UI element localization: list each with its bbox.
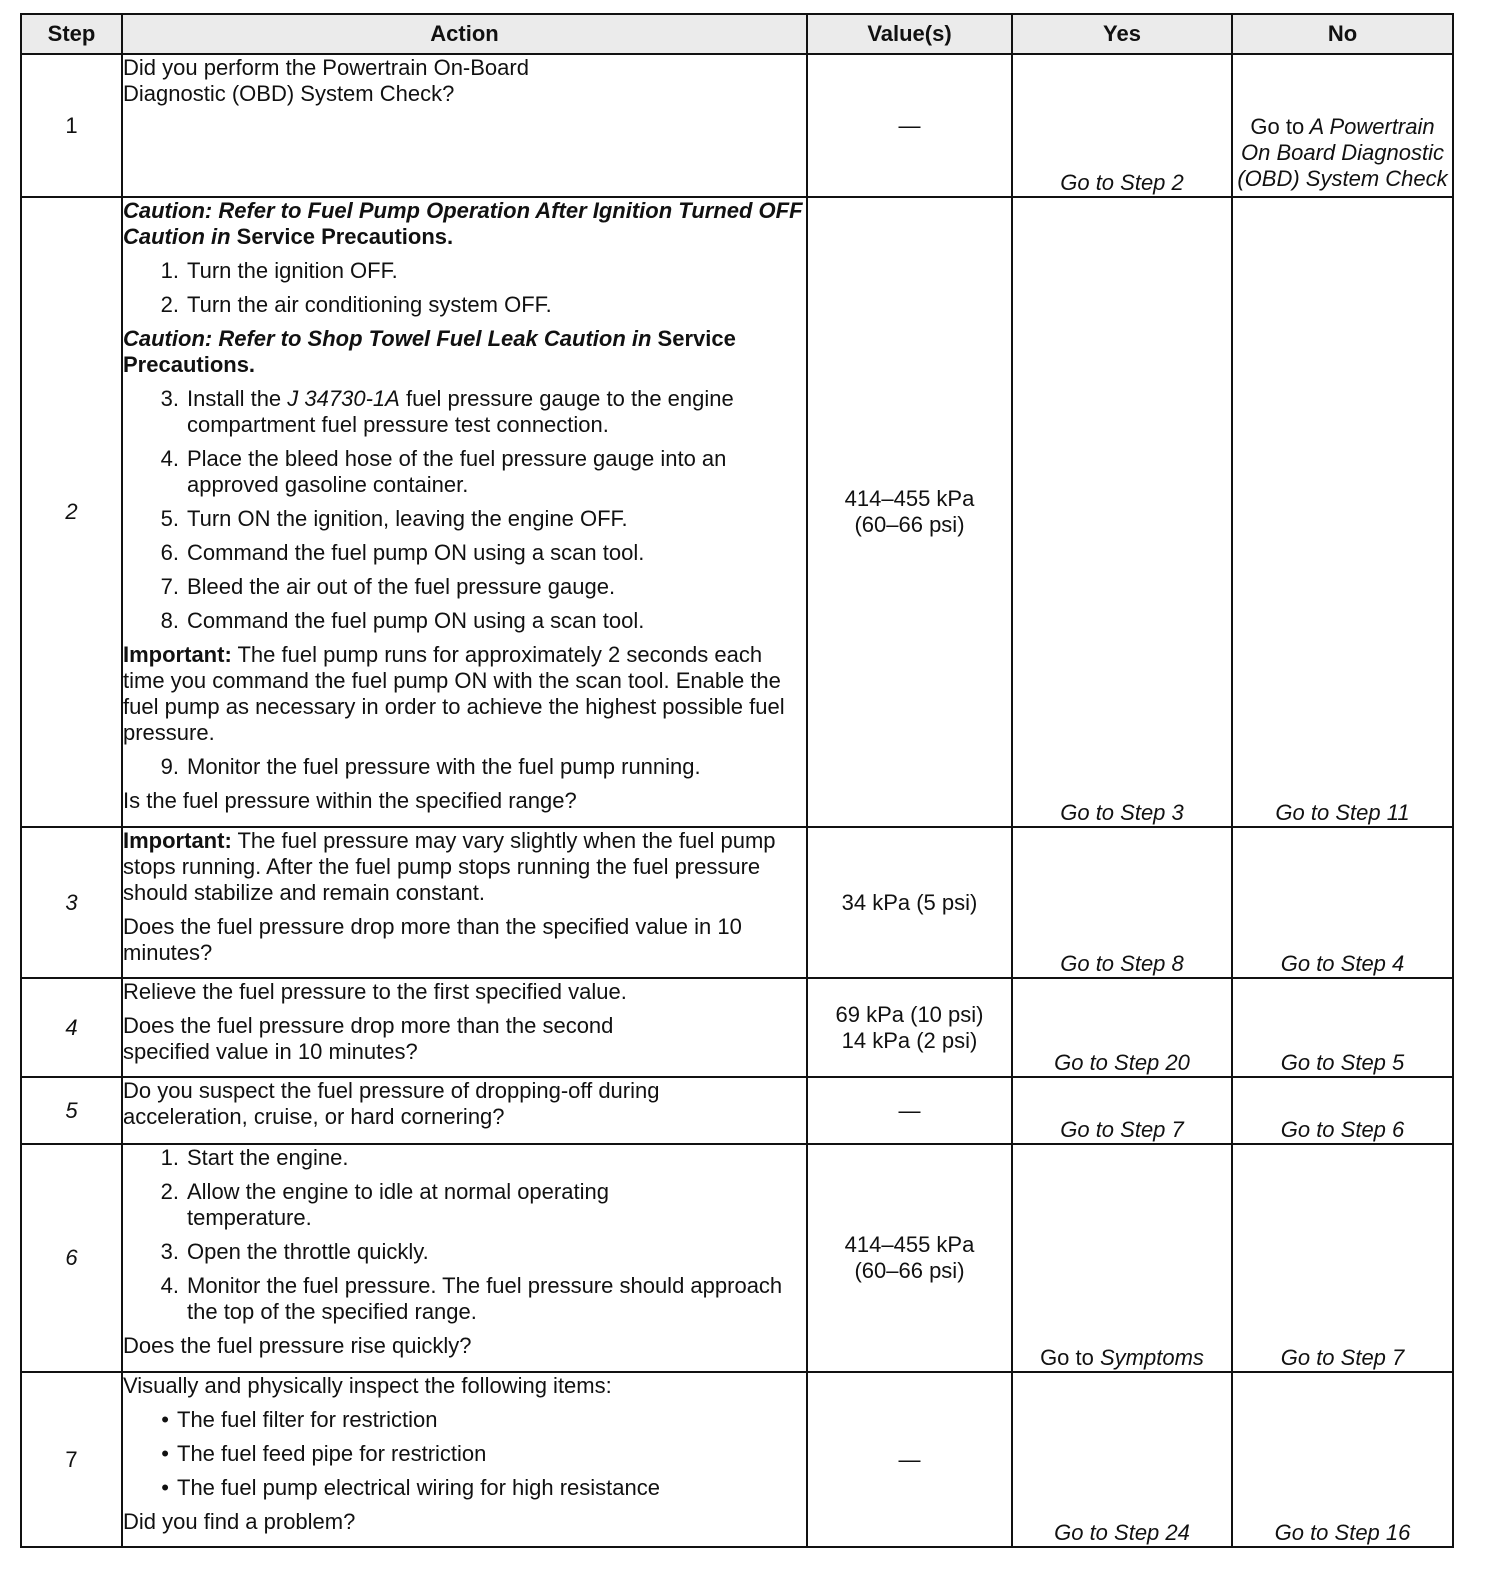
important-label: Important: bbox=[123, 642, 232, 667]
action-question: Does the fuel pressure rise quickly? bbox=[123, 1333, 472, 1358]
important-text: The fuel pressure may vary slightly when the fuel pump stops running. After the fuel pump stops running the fuel pressure should stabilize and remain constant. bbox=[123, 828, 776, 905]
caution-text: Caution: Refer to Shop Towel Fuel Leak Caution in bbox=[123, 326, 652, 351]
no-cell: Go to Step 6 bbox=[1232, 1077, 1453, 1144]
action-cell bbox=[122, 1077, 807, 1144]
no-reference: A Powertrain On Board Diagnostic (OBD) System Check bbox=[1237, 114, 1448, 191]
procedure-list bbox=[123, 754, 806, 780]
action-cell bbox=[122, 1372, 807, 1547]
no-prefix: Go to bbox=[1250, 114, 1305, 139]
action-cell bbox=[122, 54, 807, 197]
yes-reference: Symptoms bbox=[1100, 1345, 1204, 1370]
value-cell bbox=[807, 978, 1012, 1077]
value-cell bbox=[807, 1144, 1012, 1372]
procedure-list bbox=[123, 1145, 806, 1325]
step-number: 4 bbox=[21, 978, 122, 1077]
table-row-step-1 bbox=[21, 54, 1453, 197]
procedure-list bbox=[123, 386, 806, 634]
list-item: 2. Allow the engine to idle at normal operating temperature. bbox=[160, 1179, 609, 1230]
table-row-step-7 bbox=[21, 1372, 1453, 1547]
step-number: 5 bbox=[21, 1077, 122, 1144]
list-item: 1. Start the engine. bbox=[160, 1145, 349, 1170]
action-cell bbox=[122, 1144, 807, 1372]
yes-cell: Go to Step 24 bbox=[1012, 1372, 1232, 1547]
value-cell: — bbox=[807, 1077, 1012, 1144]
list-item: 3. Install the J 34730-1A fuel pressure gauge to the engine compartment fuel pressure test connection. bbox=[160, 386, 734, 437]
header-step: Step bbox=[21, 14, 122, 54]
yes-cell bbox=[1012, 1144, 1232, 1372]
value-line: 414–455 kPa bbox=[844, 486, 975, 511]
action-question: Does the fuel pressure drop more than the second specified value in 10 minutes? bbox=[123, 1013, 614, 1064]
important-text: The fuel pump runs for approximately 2 seconds each time you command the fuel pump ON with the scan tool. Enable the fuel pump as necessary in order to achieve the highest possible fuel pressure. bbox=[123, 642, 785, 745]
table-row-step-4 bbox=[21, 978, 1453, 1077]
value-line: 69 kPa (10 psi) bbox=[835, 1001, 984, 1027]
list-item: 2. Turn the air conditioning system OFF. bbox=[160, 292, 552, 317]
value-cell: 34 kPa (5 psi) bbox=[807, 827, 1012, 978]
no-cell bbox=[1232, 54, 1453, 197]
yes-cell: Go to Step 8 bbox=[1012, 827, 1232, 978]
yes-cell: Go to Step 20 bbox=[1012, 978, 1232, 1077]
list-item: • The fuel feed pipe for restriction bbox=[161, 1441, 487, 1466]
tool-number: J 34730-1A bbox=[287, 386, 400, 411]
step-number: 3 bbox=[21, 827, 122, 978]
list-item: • The fuel pump electrical wiring for high resistance bbox=[161, 1475, 661, 1500]
diagnostic-table bbox=[20, 13, 1454, 1548]
step-number: 6 bbox=[21, 1144, 122, 1372]
action-question: Is the fuel pressure within the specified range? bbox=[123, 788, 577, 813]
yes-prefix: Go to bbox=[1040, 1345, 1094, 1370]
caution-source: Service Precautions. bbox=[123, 326, 736, 377]
step-number: 1 bbox=[21, 54, 122, 197]
table-row-step-3 bbox=[21, 827, 1453, 978]
list-item: 4. Place the bleed hose of the fuel pressure gauge into an approved gasoline container. bbox=[160, 446, 727, 497]
no-cell: Go to Step 11 bbox=[1232, 197, 1453, 827]
no-cell: Go to Step 5 bbox=[1232, 978, 1453, 1077]
list-item: 7. Bleed the air out of the fuel pressure gauge. bbox=[160, 574, 616, 599]
value-cell bbox=[807, 197, 1012, 827]
no-cell: Go to Step 4 bbox=[1232, 827, 1453, 978]
value-line: (60–66 psi) bbox=[854, 512, 965, 537]
action-cell bbox=[122, 197, 807, 827]
action-question: Did you find a problem? bbox=[123, 1509, 356, 1534]
list-item: 6. Command the fuel pump ON using a scan tool. bbox=[160, 540, 645, 565]
important-label: Important: bbox=[123, 828, 232, 853]
table-row-step-2 bbox=[21, 197, 1453, 827]
table-row-step-5 bbox=[21, 1077, 1453, 1144]
important-note bbox=[123, 828, 806, 906]
table-header-row bbox=[21, 14, 1453, 54]
value-line: (60–66 psi) bbox=[854, 1258, 965, 1283]
step-number: 2 bbox=[21, 197, 122, 827]
action-cell bbox=[122, 978, 807, 1077]
action-question: Do you suspect the fuel pressure of dropping-off during acceleration, cruise, or hard cornering? bbox=[123, 1078, 660, 1129]
yes-cell: Go to Step 3 bbox=[1012, 197, 1232, 827]
action-cell bbox=[122, 827, 807, 978]
no-cell: Go to Step 16 bbox=[1232, 1372, 1453, 1547]
header-values: Value(s) bbox=[807, 14, 1012, 54]
action-instruction: Visually and physically inspect the following items: bbox=[123, 1373, 612, 1398]
action-instruction: Relieve the fuel pressure to the first specified value. bbox=[123, 979, 627, 1004]
caution-source: Service Precautions. bbox=[236, 224, 454, 249]
list-item: 9. Monitor the fuel pressure with the fuel pump running. bbox=[160, 754, 701, 779]
caution-note bbox=[123, 326, 806, 378]
caution-text: Caution: Refer to Fuel Pump Operation After Ignition Turned OFF Caution in bbox=[123, 198, 803, 249]
table-row-step-6 bbox=[21, 1144, 1453, 1372]
value-line: 414–455 kPa bbox=[844, 1232, 975, 1257]
header-yes: Yes bbox=[1012, 14, 1232, 54]
list-item: 1. Turn the ignition OFF. bbox=[160, 258, 398, 283]
action-question: Did you perform the Powertrain On-Board Diagnostic (OBD) System Check? bbox=[123, 55, 529, 106]
value-cell: — bbox=[807, 1372, 1012, 1547]
header-no: No bbox=[1232, 14, 1453, 54]
procedure-list bbox=[123, 258, 806, 318]
header-action: Action bbox=[122, 14, 807, 54]
list-item: 4. Monitor the fuel pressure. The fuel pressure should approach the top of the specified range. bbox=[160, 1273, 783, 1324]
value-line: 14 kPa (2 psi) bbox=[841, 1027, 978, 1053]
value-cell: — bbox=[807, 54, 1012, 197]
list-item: 8. Command the fuel pump ON using a scan tool. bbox=[160, 608, 645, 633]
step-number: 7 bbox=[21, 1372, 122, 1547]
list-item: 5. Turn ON the ignition, leaving the engine OFF. bbox=[160, 506, 628, 531]
yes-cell: Go to Step 2 bbox=[1012, 54, 1232, 197]
important-note bbox=[123, 642, 806, 746]
no-cell: Go to Step 7 bbox=[1232, 1144, 1453, 1372]
inspection-list bbox=[123, 1407, 806, 1501]
yes-cell: Go to Step 7 bbox=[1012, 1077, 1232, 1144]
list-item: • The fuel filter for restriction bbox=[161, 1407, 438, 1432]
caution-note bbox=[123, 198, 806, 250]
action-question: Does the fuel pressure drop more than the specified value in 10 minutes? bbox=[123, 914, 742, 965]
list-item: 3. Open the throttle quickly. bbox=[160, 1239, 429, 1264]
